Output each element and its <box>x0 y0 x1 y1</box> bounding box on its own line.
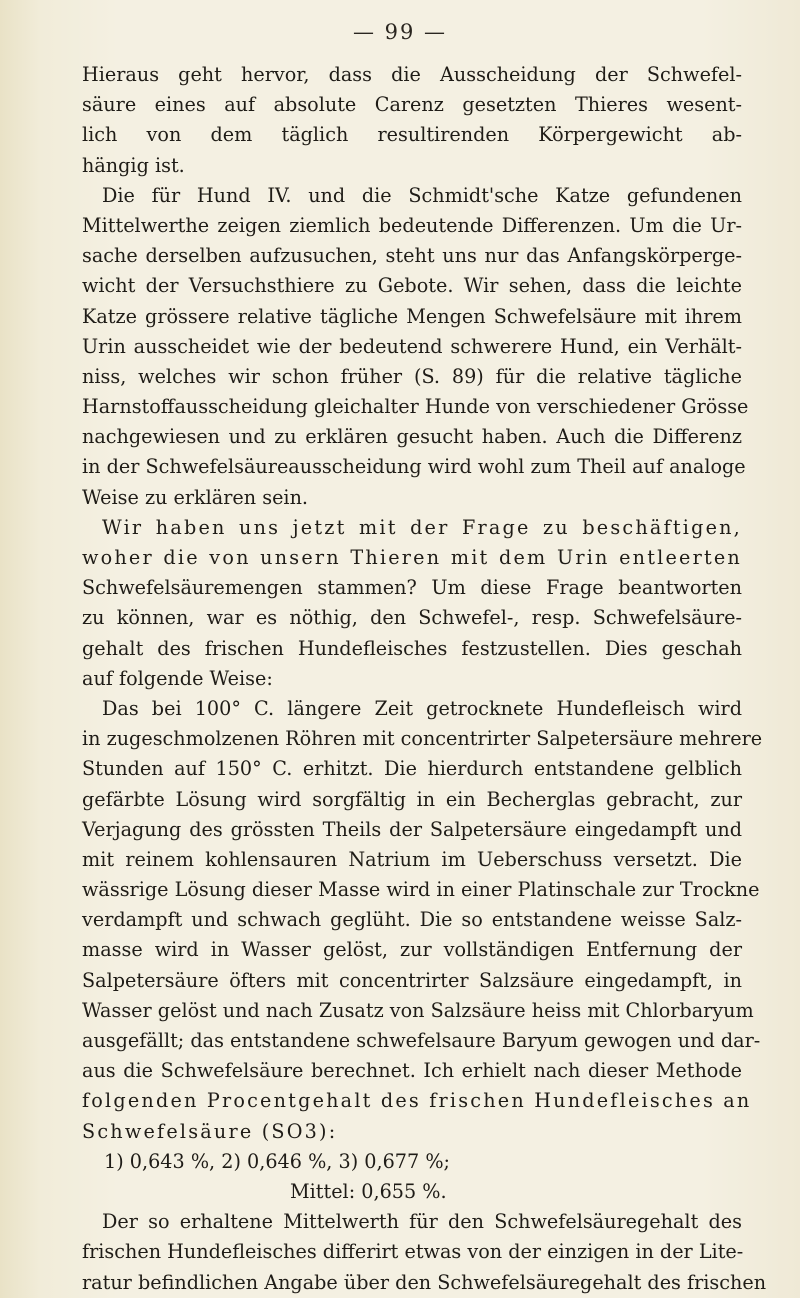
text-line: gefärbte Lösung wird sorgfältig in ein Becherglas gebracht, zur <box>82 787 742 811</box>
text-line: nachgewiesen und zu erklären gesucht haben. Auch die Differenz <box>82 425 742 449</box>
text-line: lich von dem täglich resultirenden Körpergewicht ab- <box>82 123 742 147</box>
text-line: Salpetersäure öfters mit concentrirter Salzsäure eingedampft, in <box>82 968 742 992</box>
text-line: Wir haben uns jetzt mit der Frage zu beschäftigen, <box>102 515 742 539</box>
text-line: woher die von unsern Thieren mit dem Urin entleerten <box>82 546 742 569</box>
text-line: in der Schwefelsäureausscheidung wird wohl zum Theil auf analoge <box>82 455 746 479</box>
body-text <box>82 60 767 1298</box>
text-line: verdampft und schwach geglüht. Die so entstandene weisse Salz- <box>82 908 742 932</box>
text-line: gehalt des frischen Hundefleisches festzustellen. Dies geschah <box>82 636 742 660</box>
text-line: Schwefelsäure (SO3): <box>82 1119 338 1143</box>
text-line: niss, welches wir schon früher (S. 89) für die relative tägliche <box>82 364 742 388</box>
text-line: Die für Hund IV. und die Schmidt'sche Katze gefundenen <box>102 183 742 207</box>
text-line: sache derselben aufzusuchen, steht uns nur das Anfangskörperge- <box>82 244 742 268</box>
text-line: Stunden auf 150° C. erhitzt. Die hierdurch entstandene gelblich <box>82 757 742 781</box>
text-line: auf folgende Weise: <box>82 666 273 690</box>
text-line: mit reinem kohlensauren Natrium im Ueberschuss versetzt. Die <box>82 847 742 871</box>
text-line: folgenden Procentgehalt des frischen Hundefleisches an <box>82 1089 752 1113</box>
text-line: frischen Hundefleisches differirt etwas von der einzigen in der Lite- <box>82 1240 744 1264</box>
text-line: ratur befindlichen Angabe über den Schwefelsäuregehalt des frischen <box>82 1270 767 1294</box>
text-line: Der so erhaltene Mittelwerth für den Schwefelsäuregehalt des <box>102 1210 742 1234</box>
text-line: hängig ist. <box>82 153 185 177</box>
text-line: Mittelwerthe zeigen ziemlich bedeutende Differenzen. Um die Ur- <box>82 213 742 237</box>
page-number: — 99 — <box>352 20 448 44</box>
text-line: masse wird in Wasser gelöst, zur vollständigen Entfernung der <box>82 938 742 962</box>
text-line: Katze grössere relative tägliche Mengen Schwefelsäure mit ihrem <box>82 304 742 328</box>
text-line: Hieraus geht hervor, dass die Ausscheidung der Schwefel- <box>82 63 742 86</box>
text-line: ausgefällt; das entstandene schwefelsaure Baryum gewogen und dar- <box>82 1029 761 1052</box>
text-line: Wasser gelöst und nach Zusatz von Salzsäure heiss mit Chlorbaryum <box>82 998 754 1022</box>
text-line: in zugeschmolzenen Röhren mit concentrirter Salpetersäure mehrere <box>82 727 763 751</box>
text-line: Harnstoffausscheidung gleichalter Hunde von verschiedener Grösse <box>82 395 749 419</box>
text-line: wässrige Lösung dieser Masse wird in einer Platinschale zur Trockne <box>82 878 760 902</box>
text-line: säure eines auf absolute Carenz gesetzten Thieres wesent- <box>82 93 742 117</box>
text-line: aus die Schwefelsäure berechnet. Ich erhielt nach dieser Methode <box>82 1059 742 1083</box>
text-line: Urin ausscheidet wie der bedeutend schwerere Hund, ein Verhält- <box>82 334 742 358</box>
mean-line: Mittel: 0,655 %. <box>290 1179 447 1203</box>
text-line: Das bei 100° C. längere Zeit getrocknete Hundefleisch wird <box>102 696 742 720</box>
text-line: wicht der Versuchsthiere zu Gebote. Wir sehen, dass die leichte <box>82 274 742 298</box>
text-line: Verjagung des grössten Theils der Salpetersäure eingedampft und <box>82 817 742 841</box>
text-line: zu können, war es nöthig, den Schwefel-, resp. Schwefelsäure- <box>82 606 742 630</box>
results-line: 1) 0,643 %, 2) 0,646 %, 3) 0,677 %; <box>104 1149 451 1173</box>
text-line: Weise zu erklären sein. <box>82 485 309 509</box>
text-line: Schwefelsäuremengen stammen? Um diese Frage beantworten <box>82 576 742 600</box>
